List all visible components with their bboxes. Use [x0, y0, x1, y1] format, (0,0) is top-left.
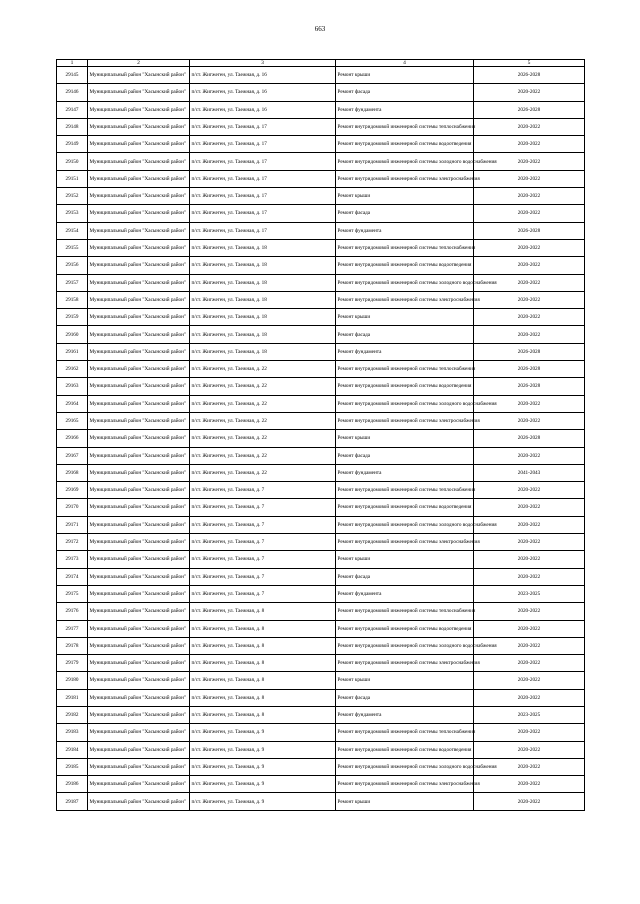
- work-type-cell: Ремонт крыши: [336, 430, 474, 447]
- table-row: [57, 672, 585, 689]
- table-row: [57, 758, 585, 775]
- municipality-cell: Муниципальный район "Хасынский район": [88, 620, 190, 637]
- municipality-cell: Муниципальный район "Хасынский район": [88, 257, 190, 274]
- work-type-cell: Ремонт внутридомовой инженерной системы теплоснабжения: [336, 482, 474, 499]
- column-header: 1: [57, 60, 88, 67]
- period-cell: 2020-2022: [474, 136, 585, 153]
- address-cell: п/ст. Жигжеген, ул. Таежная, д. 8: [190, 689, 336, 706]
- municipality-cell: Муниципальный район "Хасынский район": [88, 689, 190, 706]
- page-number: 663: [314, 25, 326, 33]
- address-cell: п/ст. Жигжеген, ул. Таежная, д. 7: [190, 482, 336, 499]
- municipality-cell: Муниципальный район "Хасынский район": [88, 655, 190, 672]
- row-number-cell: 29173: [57, 551, 88, 568]
- period-cell: 2020-2022: [474, 534, 585, 551]
- municipality-cell: Муниципальный район "Хасынский район": [88, 534, 190, 551]
- municipality-cell: Муниципальный район "Хасынский район": [88, 482, 190, 499]
- table-row: [57, 118, 585, 135]
- address-cell: п/ст. Жигжеген, ул. Таежная, д. 18: [190, 343, 336, 360]
- table-row: [57, 153, 585, 170]
- municipality-cell: Муниципальный район "Хасынский район": [88, 706, 190, 723]
- table-row: [57, 516, 585, 533]
- municipality-cell: Муниципальный район "Хасынский район": [88, 326, 190, 343]
- municipality-cell: Муниципальный район "Хасынский район": [88, 67, 190, 84]
- municipality-cell: Муниципальный район "Хасынский район": [88, 84, 190, 101]
- municipality-cell: Муниципальный район "Хасынский район": [88, 637, 190, 654]
- address-cell: п/ст. Жигжеген, ул. Таежная, д. 16: [190, 101, 336, 118]
- municipality-cell: Муниципальный район "Хасынский район": [88, 188, 190, 205]
- address-cell: п/ст. Жигжеген, ул. Таежная, д. 22: [190, 412, 336, 429]
- address-cell: п/ст. Жигжеген, ул. Таежная, д. 7: [190, 534, 336, 551]
- work-type-cell: Ремонт фундамента: [336, 222, 474, 239]
- period-cell: 2026-2028: [474, 430, 585, 447]
- row-number-cell: 29168: [57, 464, 88, 481]
- address-cell: п/ст. Жигжеген, ул. Таежная, д. 22: [190, 430, 336, 447]
- address-cell: п/ст. Жигжеген, ул. Таежная, д. 7: [190, 585, 336, 602]
- work-type-cell: Ремонт внутридомовой инженерной системы холодного водоснабжения: [336, 516, 474, 533]
- municipality-cell: Муниципальный район "Хасынский район": [88, 516, 190, 533]
- address-cell: п/ст. Жигжеген, ул. Таежная, д. 22: [190, 378, 336, 395]
- period-cell: 2020-2022: [474, 620, 585, 637]
- period-cell: 2020-2022: [474, 793, 585, 810]
- table-row: [57, 499, 585, 516]
- address-cell: п/ст. Жигжеген, ул. Таежная, д. 18: [190, 291, 336, 308]
- row-number-cell: 29172: [57, 534, 88, 551]
- row-number-cell: 29145: [57, 67, 88, 84]
- period-cell: 2020-2022: [474, 568, 585, 585]
- municipality-cell: Муниципальный район "Хасынский район": [88, 274, 190, 291]
- period-cell: 2020-2022: [474, 326, 585, 343]
- row-number-cell: 29162: [57, 361, 88, 378]
- period-cell: 2020-2022: [474, 291, 585, 308]
- work-type-cell: Ремонт внутридомовой инженерной системы холодного водоснабжения: [336, 274, 474, 291]
- work-type-cell: Ремонт фасада: [336, 689, 474, 706]
- municipality-cell: Муниципальный район "Хасынский район": [88, 672, 190, 689]
- table-row: [57, 222, 585, 239]
- address-cell: п/ст. Жигжеген, ул. Таежная, д. 22: [190, 361, 336, 378]
- table-row: [57, 655, 585, 672]
- table-row: [57, 395, 585, 412]
- address-cell: п/ст. Жигжеген, ул. Таежная, д. 9: [190, 776, 336, 793]
- address-cell: п/ст. Жигжеген, ул. Таежная, д. 22: [190, 395, 336, 412]
- table-row: [57, 551, 585, 568]
- municipality-cell: Муниципальный район "Хасынский район": [88, 136, 190, 153]
- period-cell: 2026-2028: [474, 67, 585, 84]
- municipality-cell: Муниципальный район "Хасынский район": [88, 291, 190, 308]
- row-number-cell: 29150: [57, 153, 88, 170]
- address-cell: п/ст. Жигжеген, ул. Таежная, д. 9: [190, 793, 336, 810]
- work-type-cell: Ремонт внутридомовой инженерной системы водоотведения: [336, 741, 474, 758]
- period-cell: 2020-2022: [474, 672, 585, 689]
- work-type-cell: Ремонт крыши: [336, 551, 474, 568]
- period-cell: 2020-2022: [474, 655, 585, 672]
- table-row: [57, 482, 585, 499]
- table-row: [57, 585, 585, 602]
- work-type-cell: Ремонт крыши: [336, 793, 474, 810]
- work-type-cell: Ремонт внутридомовой инженерной системы электроснабжения: [336, 534, 474, 551]
- period-cell: 2020-2022: [474, 551, 585, 568]
- address-cell: п/ст. Жигжеген, ул. Таежная, д. 9: [190, 724, 336, 741]
- municipality-cell: Муниципальный район "Хасынский район": [88, 395, 190, 412]
- address-cell: п/ст. Жигжеген, ул. Таежная, д. 17: [190, 136, 336, 153]
- row-number-cell: 29156: [57, 257, 88, 274]
- municipality-cell: Муниципальный район "Хасынский район": [88, 724, 190, 741]
- period-cell: 2026-2028: [474, 343, 585, 360]
- table-row: [57, 464, 585, 481]
- period-cell: 2020-2022: [474, 637, 585, 654]
- period-cell: 2020-2022: [474, 482, 585, 499]
- row-number-cell: 29182: [57, 706, 88, 723]
- address-cell: п/ст. Жигжеген, ул. Таежная, д. 18: [190, 326, 336, 343]
- period-cell: 2026-2028: [474, 361, 585, 378]
- municipality-cell: Муниципальный район "Хасынский район": [88, 205, 190, 222]
- address-cell: п/ст. Жигжеген, ул. Таежная, д. 17: [190, 170, 336, 187]
- table-row: [57, 291, 585, 308]
- table-row: [57, 741, 585, 758]
- table-row: [57, 205, 585, 222]
- row-number-cell: 29174: [57, 568, 88, 585]
- work-type-cell: Ремонт фундамента: [336, 343, 474, 360]
- period-cell: 2023-2025: [474, 706, 585, 723]
- row-number-cell: 29155: [57, 239, 88, 256]
- row-number-cell: 29153: [57, 205, 88, 222]
- period-cell: 2020-2022: [474, 274, 585, 291]
- column-number-header-row: [57, 60, 585, 67]
- table-row: [57, 84, 585, 101]
- table-row: [57, 534, 585, 551]
- column-header: 3: [190, 60, 336, 67]
- table-row: [57, 706, 585, 723]
- municipality-cell: Муниципальный район "Хасынский район": [88, 118, 190, 135]
- municipality-cell: Муниципальный район "Хасынский район": [88, 776, 190, 793]
- work-type-cell: Ремонт фасада: [336, 568, 474, 585]
- table-row: [57, 101, 585, 118]
- municipality-cell: Муниципальный район "Хасынский район": [88, 585, 190, 602]
- address-cell: п/ст. Жигжеген, ул. Таежная, д. 18: [190, 309, 336, 326]
- address-cell: п/ст. Жигжеген, ул. Таежная, д. 8: [190, 637, 336, 654]
- row-number-cell: 29176: [57, 603, 88, 620]
- table-row: [57, 136, 585, 153]
- period-cell: 2020-2022: [474, 153, 585, 170]
- address-cell: п/ст. Жигжеген, ул. Таежная, д. 7: [190, 516, 336, 533]
- municipality-cell: Муниципальный район "Хасынский район": [88, 412, 190, 429]
- address-cell: п/ст. Жигжеген, ул. Таежная, д. 18: [190, 274, 336, 291]
- municipality-cell: Муниципальный район "Хасынский район": [88, 430, 190, 447]
- row-number-cell: 29160: [57, 326, 88, 343]
- address-cell: п/ст. Жигжеген, ул. Таежная, д. 22: [190, 447, 336, 464]
- table-row: [57, 620, 585, 637]
- column-header: 5: [474, 60, 585, 67]
- period-cell: 2020-2022: [474, 205, 585, 222]
- municipality-cell: Муниципальный район "Хасынский район": [88, 101, 190, 118]
- work-type-cell: Ремонт внутридомовой инженерной системы холодного водоснабжения: [336, 153, 474, 170]
- row-number-cell: 29187: [57, 793, 88, 810]
- address-cell: п/ст. Жигжеген, ул. Таежная, д. 22: [190, 464, 336, 481]
- row-number-cell: 29180: [57, 672, 88, 689]
- address-cell: п/ст. Жигжеген, ул. Таежная, д. 7: [190, 499, 336, 516]
- municipality-cell: Муниципальный район "Хасынский район": [88, 447, 190, 464]
- row-number-cell: 29170: [57, 499, 88, 516]
- row-number-cell: 29177: [57, 620, 88, 637]
- work-type-cell: Ремонт внутридомовой инженерной системы холодного водоснабжения: [336, 395, 474, 412]
- municipality-cell: Муниципальный район "Хасынский район": [88, 222, 190, 239]
- work-type-cell: Ремонт внутридомовой инженерной системы электроснабжения: [336, 170, 474, 187]
- work-type-cell: Ремонт внутридомовой инженерной системы холодного водоснабжения: [336, 637, 474, 654]
- municipality-cell: Муниципальный район "Хасынский район": [88, 499, 190, 516]
- work-type-cell: Ремонт фасада: [336, 205, 474, 222]
- work-type-cell: Ремонт внутридомовой инженерной системы теплоснабжения: [336, 603, 474, 620]
- period-cell: 2020-2022: [474, 84, 585, 101]
- work-type-cell: Ремонт внутридомовой инженерной системы водоотведения: [336, 257, 474, 274]
- table-row: [57, 378, 585, 395]
- period-cell: 2020-2022: [474, 188, 585, 205]
- table-row: [57, 603, 585, 620]
- row-number-cell: 29185: [57, 758, 88, 775]
- table-row: [57, 568, 585, 585]
- row-number-cell: 29157: [57, 274, 88, 291]
- work-type-cell: Ремонт крыши: [336, 188, 474, 205]
- address-cell: п/ст. Жигжеген, ул. Таежная, д. 9: [190, 758, 336, 775]
- table-row: [57, 326, 585, 343]
- period-cell: 2020-2022: [474, 118, 585, 135]
- row-number-cell: 29178: [57, 637, 88, 654]
- address-cell: п/ст. Жигжеген, ул. Таежная, д. 8: [190, 655, 336, 672]
- period-cell: 2020-2022: [474, 309, 585, 326]
- row-number-cell: 29184: [57, 741, 88, 758]
- work-type-cell: Ремонт внутридомовой инженерной системы электроснабжения: [336, 655, 474, 672]
- repair-schedule-table: [56, 59, 585, 811]
- period-cell: 2020-2022: [474, 239, 585, 256]
- municipality-cell: Муниципальный район "Хасынский район": [88, 793, 190, 810]
- address-cell: п/ст. Жигжеген, ул. Таежная, д. 8: [190, 672, 336, 689]
- work-type-cell: Ремонт внутридомовой инженерной системы электроснабжения: [336, 776, 474, 793]
- address-cell: п/ст. Жигжеген, ул. Таежная, д. 7: [190, 551, 336, 568]
- work-type-cell: Ремонт фундамента: [336, 585, 474, 602]
- address-cell: п/ст. Жигжеген, ул. Таежная, д. 17: [190, 188, 336, 205]
- work-type-cell: Ремонт крыши: [336, 67, 474, 84]
- table-row: [57, 239, 585, 256]
- work-type-cell: Ремонт внутридомовой инженерной системы электроснабжения: [336, 412, 474, 429]
- work-type-cell: Ремонт фасада: [336, 447, 474, 464]
- work-type-cell: Ремонт внутридомовой инженерной системы водоотведения: [336, 620, 474, 637]
- table-body: [57, 67, 585, 811]
- municipality-cell: Муниципальный район "Хасынский район": [88, 343, 190, 360]
- table-row: [57, 689, 585, 706]
- row-number-cell: 29146: [57, 84, 88, 101]
- table-row: [57, 447, 585, 464]
- table-row: [57, 309, 585, 326]
- row-number-cell: 29179: [57, 655, 88, 672]
- table-row: [57, 637, 585, 654]
- period-cell: 2020-2022: [474, 603, 585, 620]
- work-type-cell: Ремонт внутридомовой инженерной системы холодного водоснабжения: [336, 758, 474, 775]
- table-row: [57, 67, 585, 84]
- municipality-cell: Муниципальный район "Хасынский район": [88, 551, 190, 568]
- address-cell: п/ст. Жигжеген, ул. Таежная, д. 17: [190, 222, 336, 239]
- column-header: 2: [88, 60, 190, 67]
- row-number-cell: 29159: [57, 309, 88, 326]
- period-cell: 2023-2025: [474, 585, 585, 602]
- row-number-cell: 29167: [57, 447, 88, 464]
- address-cell: п/ст. Жигжеген, ул. Таежная, д. 17: [190, 118, 336, 135]
- work-type-cell: Ремонт внутридомовой инженерной системы теплоснабжения: [336, 361, 474, 378]
- table-row: [57, 793, 585, 810]
- period-cell: 2020-2022: [474, 776, 585, 793]
- address-cell: п/ст. Жигжеген, ул. Таежная, д. 8: [190, 706, 336, 723]
- work-type-cell: Ремонт внутридомовой инженерной системы теплоснабжения: [336, 724, 474, 741]
- period-cell: 2020-2022: [474, 257, 585, 274]
- row-number-cell: 29163: [57, 378, 88, 395]
- address-cell: п/ст. Жигжеген, ул. Таежная, д. 17: [190, 153, 336, 170]
- work-type-cell: Ремонт внутридомовой инженерной системы электроснабжения: [336, 291, 474, 308]
- column-header: 4: [336, 60, 474, 67]
- period-cell: 2020-2022: [474, 516, 585, 533]
- address-cell: п/ст. Жигжеген, ул. Таежная, д. 18: [190, 239, 336, 256]
- period-cell: 2026-2028: [474, 378, 585, 395]
- work-type-cell: Ремонт фасада: [336, 84, 474, 101]
- work-type-cell: Ремонт внутридомовой инженерной системы водоотведения: [336, 136, 474, 153]
- row-number-cell: 29164: [57, 395, 88, 412]
- work-type-cell: Ремонт крыши: [336, 309, 474, 326]
- period-cell: 2020-2022: [474, 758, 585, 775]
- row-number-cell: 29158: [57, 291, 88, 308]
- municipality-cell: Муниципальный район "Хасынский район": [88, 741, 190, 758]
- municipality-cell: Муниципальный район "Хасынский район": [88, 239, 190, 256]
- municipality-cell: Муниципальный район "Хасынский район": [88, 170, 190, 187]
- row-number-cell: 29148: [57, 118, 88, 135]
- address-cell: п/ст. Жигжеген, ул. Таежная, д. 9: [190, 741, 336, 758]
- municipality-cell: Муниципальный район "Хасынский район": [88, 153, 190, 170]
- row-number-cell: 29166: [57, 430, 88, 447]
- period-cell: 2020-2022: [474, 395, 585, 412]
- row-number-cell: 29147: [57, 101, 88, 118]
- period-cell: 2026-2028: [474, 101, 585, 118]
- row-number-cell: 29171: [57, 516, 88, 533]
- period-cell: 2020-2022: [474, 724, 585, 741]
- period-cell: 2026-2028: [474, 222, 585, 239]
- municipality-cell: Муниципальный район "Хасынский район": [88, 309, 190, 326]
- period-cell: 2020-2022: [474, 499, 585, 516]
- table-row: [57, 343, 585, 360]
- row-number-cell: 29149: [57, 136, 88, 153]
- period-cell: 2020-2022: [474, 741, 585, 758]
- municipality-cell: Муниципальный район "Хасынский район": [88, 464, 190, 481]
- work-type-cell: Ремонт фасада: [336, 326, 474, 343]
- table-row: [57, 188, 585, 205]
- table-row: [57, 776, 585, 793]
- period-cell: 2020-2022: [474, 689, 585, 706]
- municipality-cell: Муниципальный район "Хасынский район": [88, 568, 190, 585]
- table-row: [57, 170, 585, 187]
- table-row: [57, 257, 585, 274]
- row-number-cell: 29161: [57, 343, 88, 360]
- table-row: [57, 274, 585, 291]
- row-number-cell: 29154: [57, 222, 88, 239]
- table-row: [57, 412, 585, 429]
- work-type-cell: Ремонт крыши: [336, 672, 474, 689]
- work-type-cell: Ремонт внутридомовой инженерной системы теплоснабжения: [336, 118, 474, 135]
- address-cell: п/ст. Жигжеген, ул. Таежная, д. 18: [190, 257, 336, 274]
- address-cell: п/ст. Жигжеген, ул. Таежная, д. 17: [190, 205, 336, 222]
- municipality-cell: Муниципальный район "Хасынский район": [88, 361, 190, 378]
- row-number-cell: 29152: [57, 188, 88, 205]
- address-cell: п/ст. Жигжеген, ул. Таежная, д. 7: [190, 568, 336, 585]
- municipality-cell: Муниципальный район "Хасынский район": [88, 378, 190, 395]
- row-number-cell: 29181: [57, 689, 88, 706]
- row-number-cell: 29186: [57, 776, 88, 793]
- work-type-cell: Ремонт внутридомовой инженерной системы водоотведения: [336, 378, 474, 395]
- period-cell: 2020-2022: [474, 412, 585, 429]
- row-number-cell: 29151: [57, 170, 88, 187]
- municipality-cell: Муниципальный район "Хасынский район": [88, 758, 190, 775]
- table-row: [57, 361, 585, 378]
- work-type-cell: Ремонт фундамента: [336, 706, 474, 723]
- address-cell: п/ст. Жигжеген, ул. Таежная, д. 16: [190, 67, 336, 84]
- row-number-cell: 29183: [57, 724, 88, 741]
- period-cell: 2020-2022: [474, 170, 585, 187]
- work-type-cell: Ремонт фундамента: [336, 464, 474, 481]
- period-cell: 2041-2043: [474, 464, 585, 481]
- municipality-cell: Муниципальный район "Хасынский район": [88, 603, 190, 620]
- period-cell: 2020-2022: [474, 447, 585, 464]
- address-cell: п/ст. Жигжеген, ул. Таежная, д. 16: [190, 84, 336, 101]
- row-number-cell: 29165: [57, 412, 88, 429]
- address-cell: п/ст. Жигжеген, ул. Таежная, д. 8: [190, 620, 336, 637]
- table-row: [57, 724, 585, 741]
- work-type-cell: Ремонт фундамента: [336, 101, 474, 118]
- table-row: [57, 430, 585, 447]
- row-number-cell: 29175: [57, 585, 88, 602]
- address-cell: п/ст. Жигжеген, ул. Таежная, д. 8: [190, 603, 336, 620]
- row-number-cell: 29169: [57, 482, 88, 499]
- work-type-cell: Ремонт внутридомовой инженерной системы водоотведения: [336, 499, 474, 516]
- work-type-cell: Ремонт внутридомовой инженерной системы теплоснабжения: [336, 239, 474, 256]
